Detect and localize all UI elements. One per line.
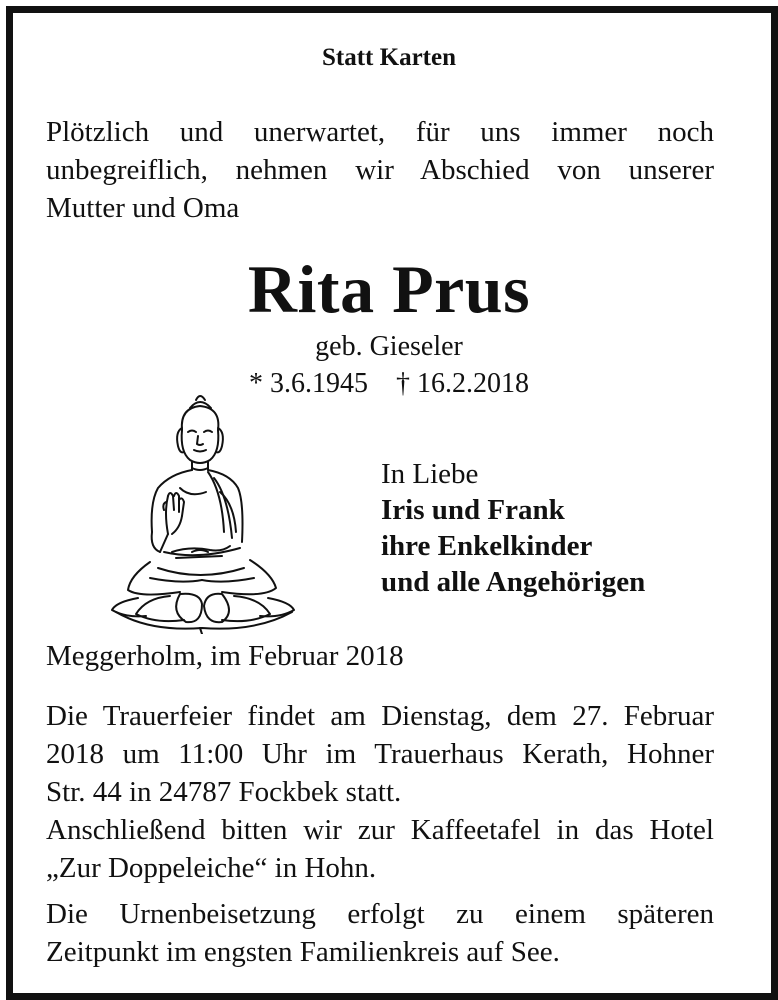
mourner-name: ihre Enkelkinder [381,530,593,562]
intro-line: unbegreiflich, nehmen wir Abschied von unserer [46,154,714,186]
intro-paragraph [46,113,714,227]
mourners-intro: In Liebe [381,458,479,490]
maiden-name: geb. Gieseler [315,331,463,362]
ceremony-paragraph [46,697,714,887]
death-date: † 16.2.2018 [396,368,529,399]
burial-line: Zeitpunkt im engsten Familienkreis auf See. [46,936,560,968]
deceased-name: Rita Prus [247,251,531,327]
mourners-block [381,456,645,600]
intro-line: Mutter und Oma [46,192,240,224]
burial-paragraph [46,895,714,971]
mourner-name: Iris und Frank [381,494,565,526]
place-date: Meggerholm, im Februar 2018 [46,640,404,672]
ceremony-line: Anschließend bitten wir zur Kaffeetafel in das Hotel [46,814,714,846]
ceremony-line: Die Trauerfeier findet am Dienstag, dem 27. Februar [46,700,714,732]
intro-line: Plötzlich und unerwartet, für uns immer noch [46,116,714,148]
buddha-illustration-icon [110,392,296,634]
ceremony-line: „Zur Doppeleiche“ in Hohn. [46,852,377,884]
mourner-name: und alle Angehörigen [381,566,646,598]
ceremony-line: Str. 44 in 24787 Fockbek statt. [46,776,402,808]
header-title: Statt Karten [322,44,456,71]
ceremony-line: 2018 um 11:00 Uhr im Trauerhaus Kerath, Hohner [46,738,714,770]
burial-line: Die Urnenbeisetzung erfolgt zu einem späteren [46,898,714,930]
birth-date: * 3.6.1945 [249,368,368,399]
